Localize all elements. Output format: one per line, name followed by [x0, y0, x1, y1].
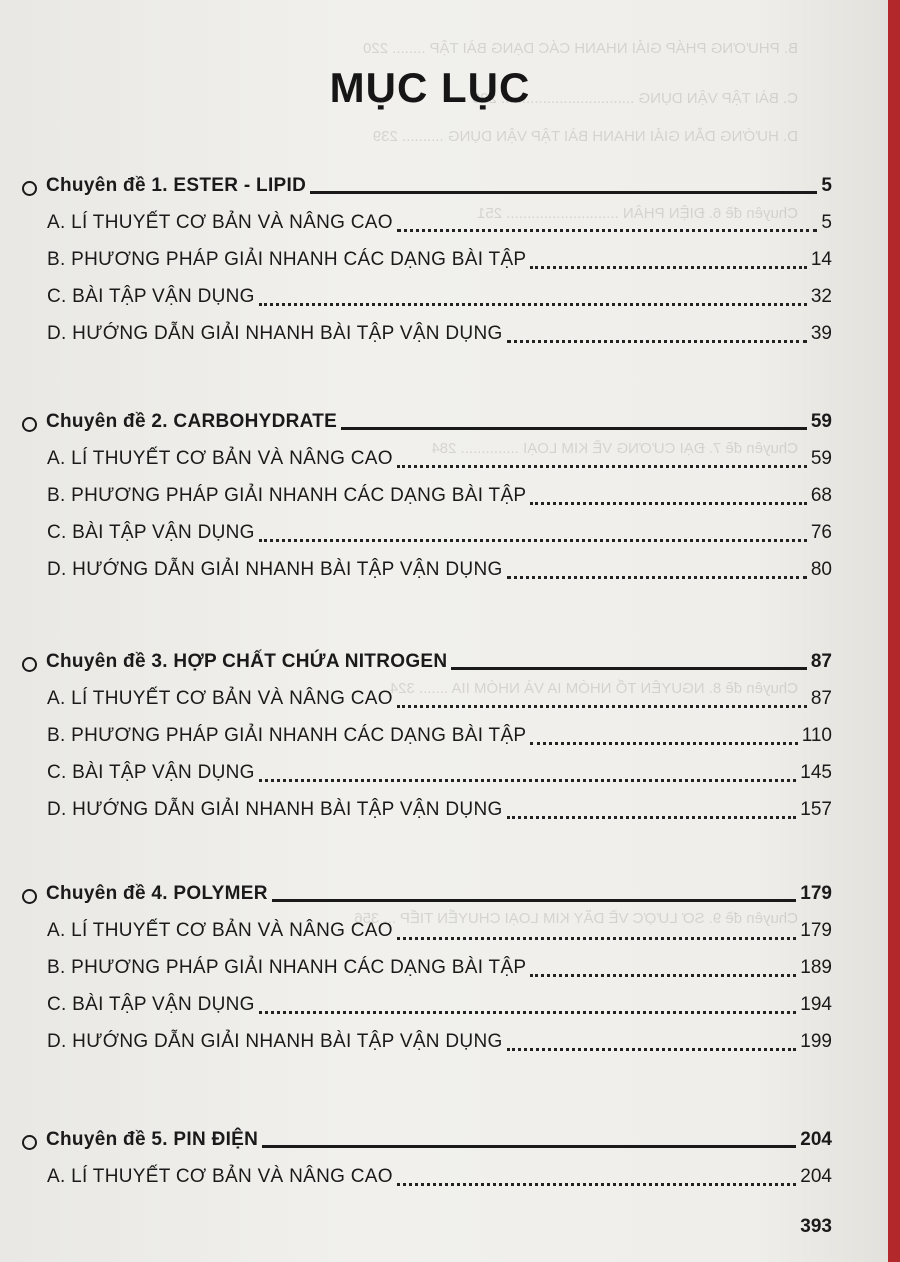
- leader-dots: [507, 340, 807, 343]
- section-page: 145: [800, 762, 832, 783]
- chapter-title: Chuyên đề 4. POLYMER: [46, 883, 268, 904]
- leader-line: [341, 427, 807, 430]
- section-entry: [0, 320, 888, 348]
- section-entry: [0, 722, 888, 750]
- leader-dots: [530, 502, 807, 505]
- section-entry: [0, 556, 888, 584]
- section-title: A. LÍ THUYẾT CƠ BẢN VÀ NÂNG CAO: [47, 448, 393, 469]
- section-title: A. LÍ THUYẾT CƠ BẢN VÀ NÂNG CAO: [47, 212, 393, 233]
- leader-dots: [507, 576, 807, 579]
- section-title: B. PHƯƠNG PHÁP GIẢI NHANH CÁC DẠNG BÀI TẬP: [47, 249, 527, 270]
- section-entry: [0, 685, 888, 713]
- circle-bullet-icon: [22, 657, 37, 672]
- page-title: MỤC LỤC: [329, 64, 531, 111]
- circle-bullet-icon: [22, 1135, 37, 1150]
- leader-line: [272, 899, 796, 902]
- leader-dots: [530, 266, 807, 269]
- leader-dots: [397, 1183, 796, 1186]
- section-title: D. HƯỚNG DẪN GIẢI NHANH BÀI TẬP VẬN DỤNG: [47, 799, 503, 820]
- section-entry: [0, 796, 888, 824]
- section-page: 14: [810, 249, 832, 270]
- leader-dots: [259, 539, 807, 542]
- chapter-title: Chuyên đề 1. ESTER - LIPID: [46, 175, 307, 196]
- section-entry: [0, 283, 888, 311]
- section-title: A. LÍ THUYẾT CƠ BẢN VÀ NÂNG CAO: [47, 688, 393, 709]
- chapter-page: 87: [810, 651, 832, 672]
- chapter-entry: [0, 880, 888, 908]
- leader-dots: [259, 1011, 796, 1014]
- section-page: 76: [810, 522, 832, 543]
- section-entry: [0, 445, 888, 473]
- leader-line: [310, 191, 817, 194]
- chapter-page: 59: [810, 411, 832, 432]
- section-title: C. BÀI TẬP VẬN DỤNG: [47, 762, 255, 783]
- section-entry: [0, 759, 888, 787]
- section-page: 204: [800, 1166, 832, 1187]
- section-title: D. HƯỚNG DẪN GIẢI NHANH BÀI TẬP VẬN DỤNG: [47, 323, 503, 344]
- chapter-entry: [0, 648, 888, 676]
- leader-dots: [397, 229, 817, 232]
- section-entry: [0, 991, 888, 1019]
- section-title: B. PHƯƠNG PHÁP GIẢI NHANH CÁC DẠNG BÀI TẬP: [47, 485, 527, 506]
- section-page: 59: [810, 448, 832, 469]
- circle-bullet-icon: [22, 417, 37, 432]
- chapter-entry: [0, 408, 888, 436]
- section-page: 179: [800, 920, 832, 941]
- section-title: C. BÀI TẬP VẬN DỤNG: [47, 522, 255, 543]
- section-title: D. HƯỚNG DẪN GIẢI NHANH BÀI TẬP VẬN DỤNG: [47, 1031, 503, 1052]
- section-entry: [0, 519, 888, 547]
- chapter-title: Chuyên đề 2. CARBOHYDRATE: [46, 411, 338, 432]
- chapter-title: Chuyên đề 3. HỢP CHẤT CHỨA NITROGEN: [46, 651, 448, 672]
- section-title: C. BÀI TẬP VẬN DỤNG: [47, 994, 255, 1015]
- section-entry: [0, 482, 888, 510]
- leader-line: [262, 1145, 796, 1148]
- chapter-entry: [0, 172, 888, 200]
- section-title: C. BÀI TẬP VẬN DỤNG: [47, 286, 255, 307]
- section-page: 199: [800, 1031, 832, 1052]
- section-page: 110: [801, 725, 832, 746]
- section-page: 68: [810, 485, 832, 506]
- leader-dots: [507, 816, 796, 819]
- show-through-text: B. PHƯƠNG PHÁP GIẢI NHANH CÁC DẠNG BÀI TẬP ........ 220 C. BÀI TẬP VẬN DỤNG ................................ 229 D. HƯỚNG DẪN GIẢI NHANH BÀI TẬP VẬN DỤNG .......... 239 Chuyên đề 6. ĐIỆN PHÂN ........................... 251 Chuyên đề 7. ĐẠI CƯƠNG VỀ KIM LOẠI .............. 284 Chuyên đề 8. NGUYÊN TỐ NHÓM IA VÀ NHÓM IIA ....... 324 Chuyên đề 9. SƠ LƯỢC VỀ DÃY KIM LOẠI CHUYỂN TIẾP ... 356: [354, 40, 798, 927]
- section-page: 39: [810, 323, 832, 344]
- section-title: B. PHƯƠNG PHÁP GIẢI NHANH CÁC DẠNG BÀI TẬP: [47, 725, 527, 746]
- section-page: 194: [800, 994, 832, 1015]
- page-number: 393: [800, 1216, 832, 1237]
- section-title: B. PHƯƠNG PHÁP GIẢI NHANH CÁC DẠNG BÀI TẬP: [47, 957, 527, 978]
- section-entry: [0, 209, 888, 237]
- chapter-page: 204: [800, 1129, 832, 1150]
- section-entry: [0, 954, 888, 982]
- leader-line: [451, 667, 807, 670]
- leader-dots: [507, 1048, 796, 1051]
- leader-dots: [397, 465, 807, 468]
- section-entry: [0, 1028, 888, 1056]
- leader-dots: [397, 937, 796, 940]
- leader-dots: [259, 303, 807, 306]
- section-page: 80: [810, 559, 832, 580]
- leader-dots: [530, 742, 798, 745]
- section-page: 32: [810, 286, 832, 307]
- chapter-page: 5: [821, 175, 832, 196]
- chapter-title: Chuyên đề 5. PIN ĐIỆN: [46, 1129, 259, 1150]
- leader-dots: [259, 779, 796, 782]
- section-page: 87: [810, 688, 832, 709]
- leader-dots: [397, 705, 807, 708]
- section-title: A. LÍ THUYẾT CƠ BẢN VÀ NÂNG CAO: [47, 1166, 393, 1187]
- chapter-page: 179: [800, 883, 832, 904]
- leader-dots: [530, 974, 796, 977]
- circle-bullet-icon: [22, 889, 37, 904]
- section-page: 157: [800, 799, 832, 820]
- section-title: A. LÍ THUYẾT CƠ BẢN VÀ NÂNG CAO: [47, 920, 393, 941]
- section-entry: [0, 246, 888, 274]
- chapter-entry: [0, 1126, 888, 1154]
- circle-bullet-icon: [22, 181, 37, 196]
- section-page: 189: [800, 957, 832, 978]
- section-title: D. HƯỚNG DẪN GIẢI NHANH BÀI TẬP VẬN DỤNG: [47, 559, 503, 580]
- section-page: 5: [821, 212, 832, 233]
- section-entry: [0, 1163, 888, 1191]
- section-entry: [0, 917, 888, 945]
